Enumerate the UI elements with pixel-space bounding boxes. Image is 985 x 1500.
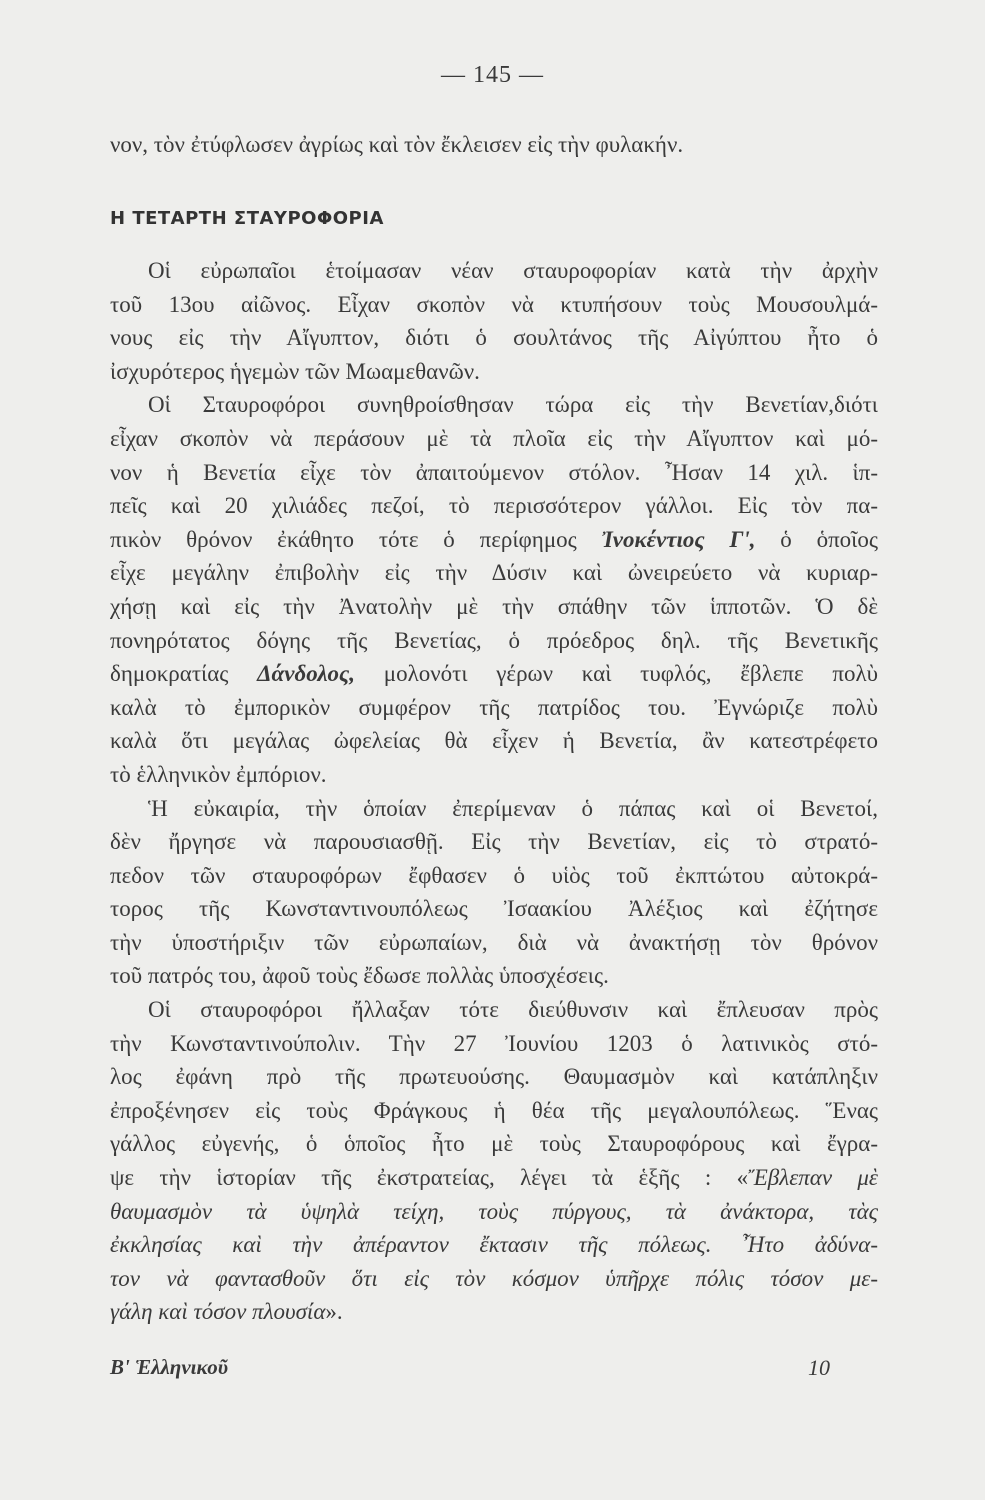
page-footer	[110, 1355, 830, 1380]
section-heading: Η ΤΕΤΑΡΤΗ ΣΤΑΥΡΟΦΟΡΙΑ	[110, 208, 384, 229]
text-line: Οἱ εὐρωπαῖοι ἑτοίμασαν νέαν σταυροφορίαν κατὰ τὴν ἀρχὴν	[148, 258, 878, 283]
text-line	[110, 1195, 878, 1229]
text-line: τοῦ πατρός του, ἀφοῦ τοὺς ἔδωσε πολλὰς ὑποσχέσεις.	[110, 963, 609, 989]
text-line: ἰσχυρότερος ἡγεμὼν τῶν Μωαμεθανῶν.	[110, 358, 480, 384]
text-line: νον, τὸν ἐτύφλωσεν ἀγρίως καὶ τὸν ἔκλεισεν εἰς τὴν φυλακήν.	[110, 132, 684, 157]
text-line: Οἱ σταυροφόροι ἤλλαξαν τότε διεύθυνσιν καὶ ἔπλευσαν πρὸς	[148, 997, 878, 1023]
text-line: καλὰ ὅτι μεγάλας ὠφελείας θὰ εἶχεν ἡ Βενετία, ἂν κατεστρέφετο	[110, 728, 878, 754]
text-line	[110, 1161, 878, 1195]
text-line: τορος τῆς Κωνσταντινουπόλεως Ἰσαακίου Ἀλέξιος καὶ ἐζήτησε	[110, 896, 878, 922]
text-line: νους εἰς τὴν Αἴγυπτον, διότι ὁ σουλτάνος τῆς Αἰγύπτου ἦτο ὁ	[110, 325, 878, 351]
text-line: τὸ ἑλληνικὸν ἐμπόριον.	[110, 761, 327, 787]
pope-name: Ἰνοκέντιος Γ',	[601, 526, 756, 552]
text-line: εἶχαν σκοπὸν νὰ περάσουν μὲ τὰ πλοῖα εἰς τὴν Αἴγυπτον καὶ μό-	[110, 425, 878, 451]
text-line: τοῦ 13ου αἰῶνος. Εἶχαν σκοπὸν νὰ κτυπήσουν τοὺς Μουσουλμά-	[110, 291, 878, 317]
text-line: πεδον τῶν σταυροφόρων ἔφθασεν ὁ υἱὸς τοῦ ἐκπτώτου αὐτοκρά-	[110, 862, 878, 888]
doge-name: Δάνδολος,	[257, 661, 356, 687]
text-line: νον ἡ Βενετία εἶχε τὸν ἀπαιτούμενον στόλον. Ἦσαν 14 χιλ. ἱπ-	[110, 459, 878, 485]
text-line: δὲν ἤργησε νὰ παρουσιασθῇ. Εἰς τὴν Βενετίαν, εἰς τὸ στρατό-	[110, 829, 878, 855]
sheet-number: 10	[808, 1355, 830, 1380]
page-number: — 145 —	[441, 62, 544, 88]
quote-text: ἐκκλησίας καὶ τὴν ἀπέραντον ἔκτασιν τῆς πόλεως. Ἦτο ἀδύνα-	[110, 1232, 878, 1258]
text-line	[110, 1228, 878, 1262]
text-line: χήσῃ καὶ εἰς τὴν Ἀνατολὴν μὲ τὴν σπάθην τῶν ἱπποτῶν. Ὁ δὲ	[110, 593, 878, 619]
quote-text: θαυμασμὸν τὰ ὑψηλὰ τείχη, τοὺς πύργους, τὰ ἀνάκτορα, τὰς	[110, 1198, 878, 1224]
text-line: λος ἐφάνη πρὸ τῆς πρωτευούσης. Θαυμασμὸν καὶ κατάπληξιν	[110, 1064, 878, 1090]
text-line	[110, 523, 878, 557]
text-segment: πικὸν θρόνον ἐκάθητο τότε ὁ περίφημος	[110, 526, 602, 552]
text-line: Ἡ εὐκαιρία, τὴν ὁποίαν ἐπερίμεναν ὁ πάπας καὶ οἱ Βενετοί,	[148, 795, 878, 821]
text-line	[110, 1262, 878, 1296]
text-segment: ».	[325, 1299, 343, 1325]
signature-mark: Β' Ἑλληνικοῦ	[110, 1355, 228, 1379]
quote-text: Ἔβλεπαν μὲ	[748, 1165, 878, 1191]
quote-text: τον νὰ φαντασθοῦν ὅτι εἰς τὸν κόσμον ὑπῆρχε πόλις τόσον με-	[110, 1265, 878, 1291]
text-line	[110, 657, 878, 691]
text-line: Οἱ Σταυροφόροι συνηθροίσθησαν τώρα εἰς τὴν Βενετίαν,διότι	[148, 392, 878, 418]
text-segment: δημοκρατίας	[110, 661, 258, 687]
text-line: πεῖς καὶ 20 χιλιάδες πεζοί, τὸ περισσότερον γάλλοι. Εἰς τὸν πα-	[110, 493, 878, 519]
text-line: πονηρότατος δόγης τῆς Βενετίας, ὁ πρόεδρος δηλ. τῆς Βενετικῆς	[110, 627, 878, 653]
text-line: τὴν ὑποστήριξιν τῶν εὐρωπαίων, διὰ νὰ ἀνακτήσῃ τὸν θρόνον	[110, 929, 878, 955]
text-line: τὴν Κωνσταντινούπολιν. Τὴν 27 Ἰουνίου 1203 ὁ λατινικὸς στό-	[110, 1030, 878, 1056]
text-line: ἐπροξένησεν εἰς τοὺς Φράγκους ἡ θέα τῆς μεγαλουπόλεως. Ἕνας	[110, 1097, 878, 1123]
body-text	[110, 254, 878, 1329]
text-line: καλὰ τὸ ἐμπορικὸν συμφέρον τῆς πατρίδος του. Ἐγνώριζε πολὺ	[110, 694, 878, 720]
text-segment: ψε τὴν ἱστορίαν τῆς ἐκστρατείας, λέγει τὰ ἑξῆς : «	[110, 1165, 749, 1191]
quote-text: γάλη καὶ τόσον πλουσία	[110, 1299, 326, 1325]
text-line	[110, 1295, 878, 1329]
text-segment: ὁ ὁποῖος	[755, 526, 878, 552]
text-line: γάλλος εὐγενής, ὁ ὁποῖος ἦτο μὲ τοὺς Σταυροφόρους καὶ ἔγρα-	[110, 1131, 878, 1157]
text-line: εἶχε μεγάλην ἐπιβολὴν εἰς τὴν Δύσιν καὶ ὠνειρεύετο νὰ κυριαρ-	[110, 560, 878, 586]
text-segment: μολονότι γέρων καὶ τυφλός, ἔβλεπε πολὺ	[355, 661, 878, 687]
opening-line	[110, 128, 878, 162]
